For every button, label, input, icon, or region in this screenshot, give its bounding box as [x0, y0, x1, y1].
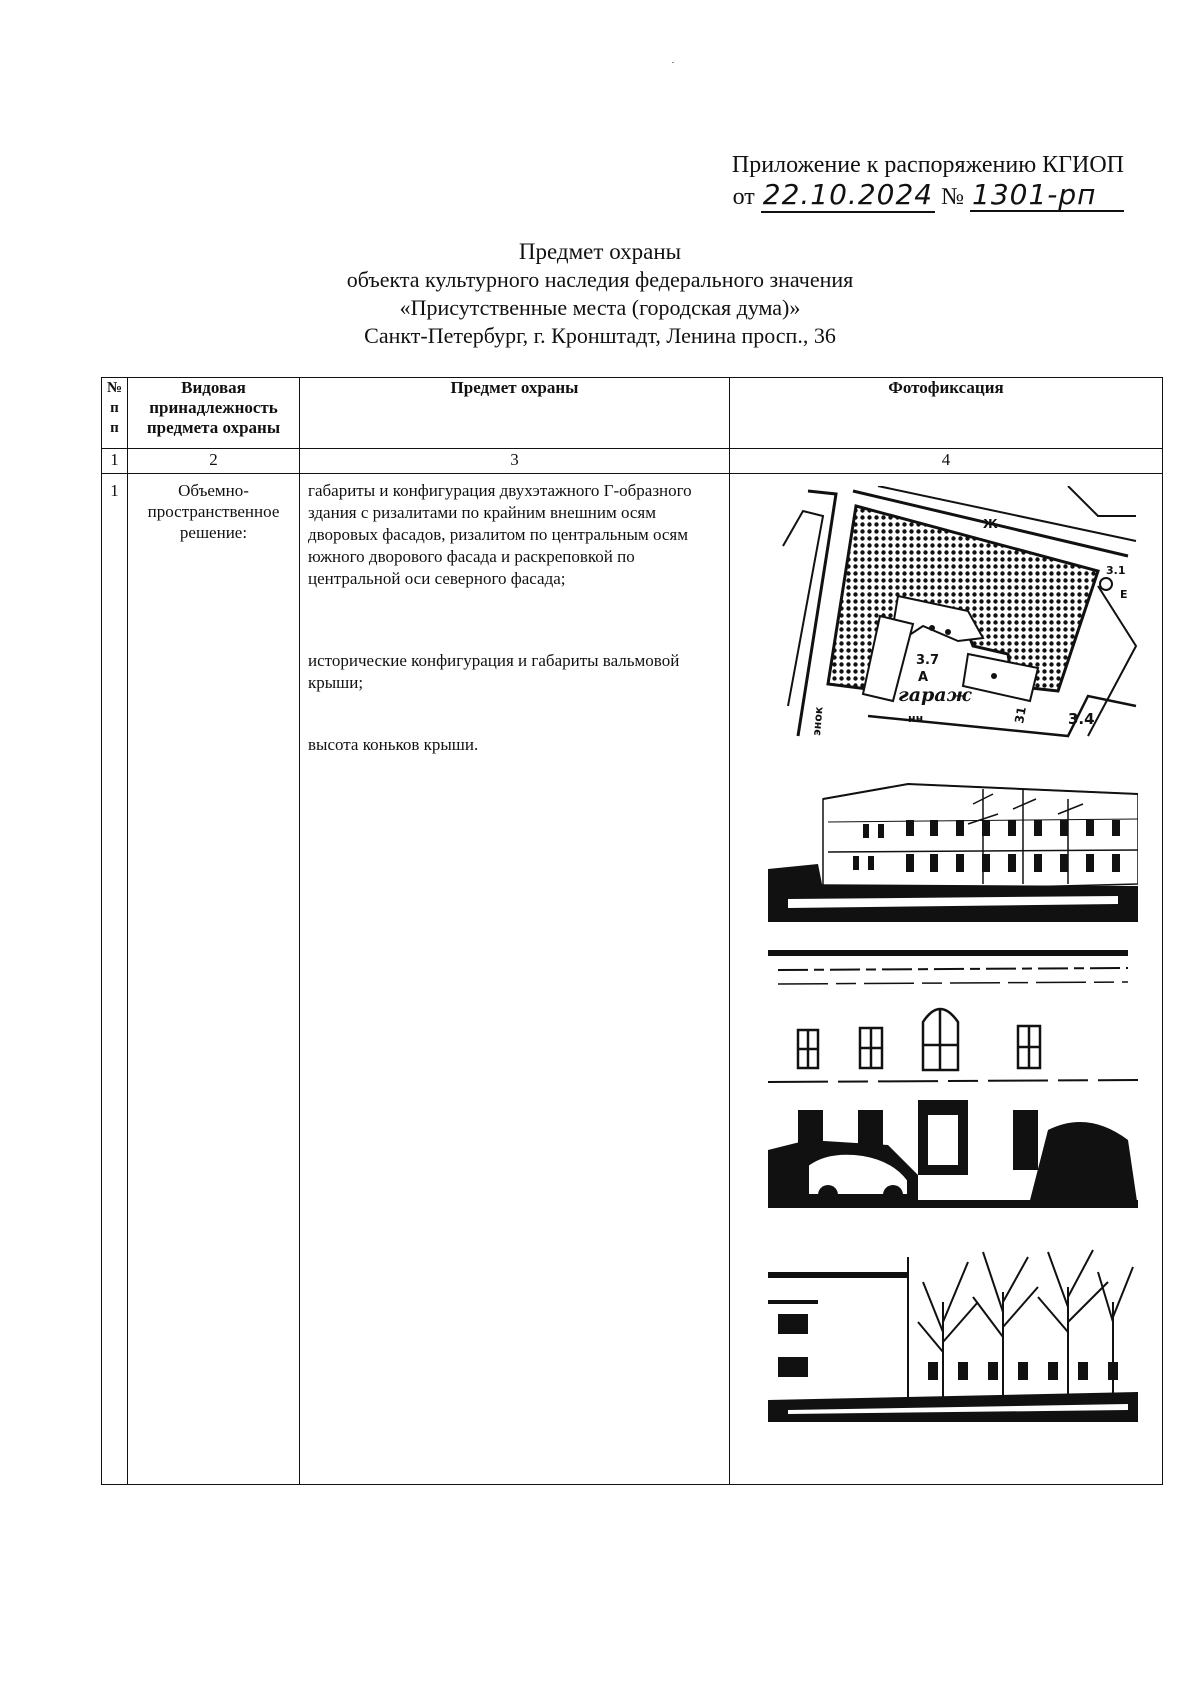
title-line-4: Санкт-Петербург, г. Кронштадт, Ленина просп., 36: [364, 323, 836, 348]
title-line-3: «Присутственные места (городская дума)»: [399, 295, 801, 320]
document-title: [0, 238, 1200, 350]
header-subject: Предмет охраны: [300, 378, 730, 449]
building-corner-photo: [768, 774, 1138, 922]
col-number-4: 4: [730, 449, 1163, 474]
map-label-letter-a: А: [918, 670, 929, 685]
handwritten-number: 1301-рп: [970, 180, 1124, 212]
map-label-height-c: 3.1: [1106, 564, 1126, 577]
appendix-date-number: [732, 180, 1124, 212]
map-label-height-b: 3.4: [1068, 710, 1095, 728]
table-header-row: [102, 378, 1163, 449]
from-prefix: от: [732, 184, 755, 210]
subject-item-2: исторические конфигурация и габариты вальмовой крыши;: [308, 651, 680, 692]
winter-view-photo: [768, 1242, 1138, 1422]
col-number-2: 2: [128, 449, 300, 474]
header-kind: Видовая принадлежность предмета охраны: [128, 378, 300, 449]
map-label-fragment-kn: энок: [810, 706, 826, 737]
map-label-garage: гараж: [898, 684, 972, 706]
map-label-letter-n: нн: [908, 712, 924, 725]
row-kind: Объемно-пространственное решение:: [128, 474, 300, 1485]
row-subject: [300, 474, 730, 1485]
col-number-3: 3: [300, 449, 730, 474]
row-photos: [730, 474, 1163, 1485]
map-label-letter-zh: Ж: [983, 517, 998, 531]
col-number-1: 1: [102, 449, 128, 474]
header-index: № п п: [102, 378, 128, 449]
handwritten-date: 22.10.2024: [762, 178, 934, 211]
cadastral-map-image: [768, 486, 1138, 744]
table-number-row: [102, 449, 1163, 474]
number-sign: №: [941, 184, 964, 210]
title-line-1: Предмет охраны: [518, 239, 682, 264]
subject-item-1: габариты и конфигурация двухэтажного Г-образного здания с ризалитами по крайним внешним осям дворовых фасадов, ризалитом по центральным осям южного дворового фасада и раскреповкой по центральной оси северного фасада;: [308, 481, 692, 588]
table-row: [102, 474, 1163, 1485]
protection-table: [101, 377, 1163, 1485]
header-photo: Фотофиксация: [730, 378, 1163, 449]
map-label-fragment-e: Е: [1120, 588, 1128, 601]
appendix-header: [732, 150, 1124, 212]
appendix-line: Приложение к распоряжению КГИОП: [731, 152, 1124, 178]
facade-photo: [768, 950, 1138, 1208]
map-label-height-a: 3.7: [916, 653, 940, 668]
subject-item-3: высота коньков крыши.: [308, 735, 479, 754]
map-label-letter-s: 31: [1012, 705, 1029, 725]
title-line-2: объекта культурного наследия федерального значения: [346, 267, 854, 292]
row-index: 1: [102, 474, 128, 1485]
